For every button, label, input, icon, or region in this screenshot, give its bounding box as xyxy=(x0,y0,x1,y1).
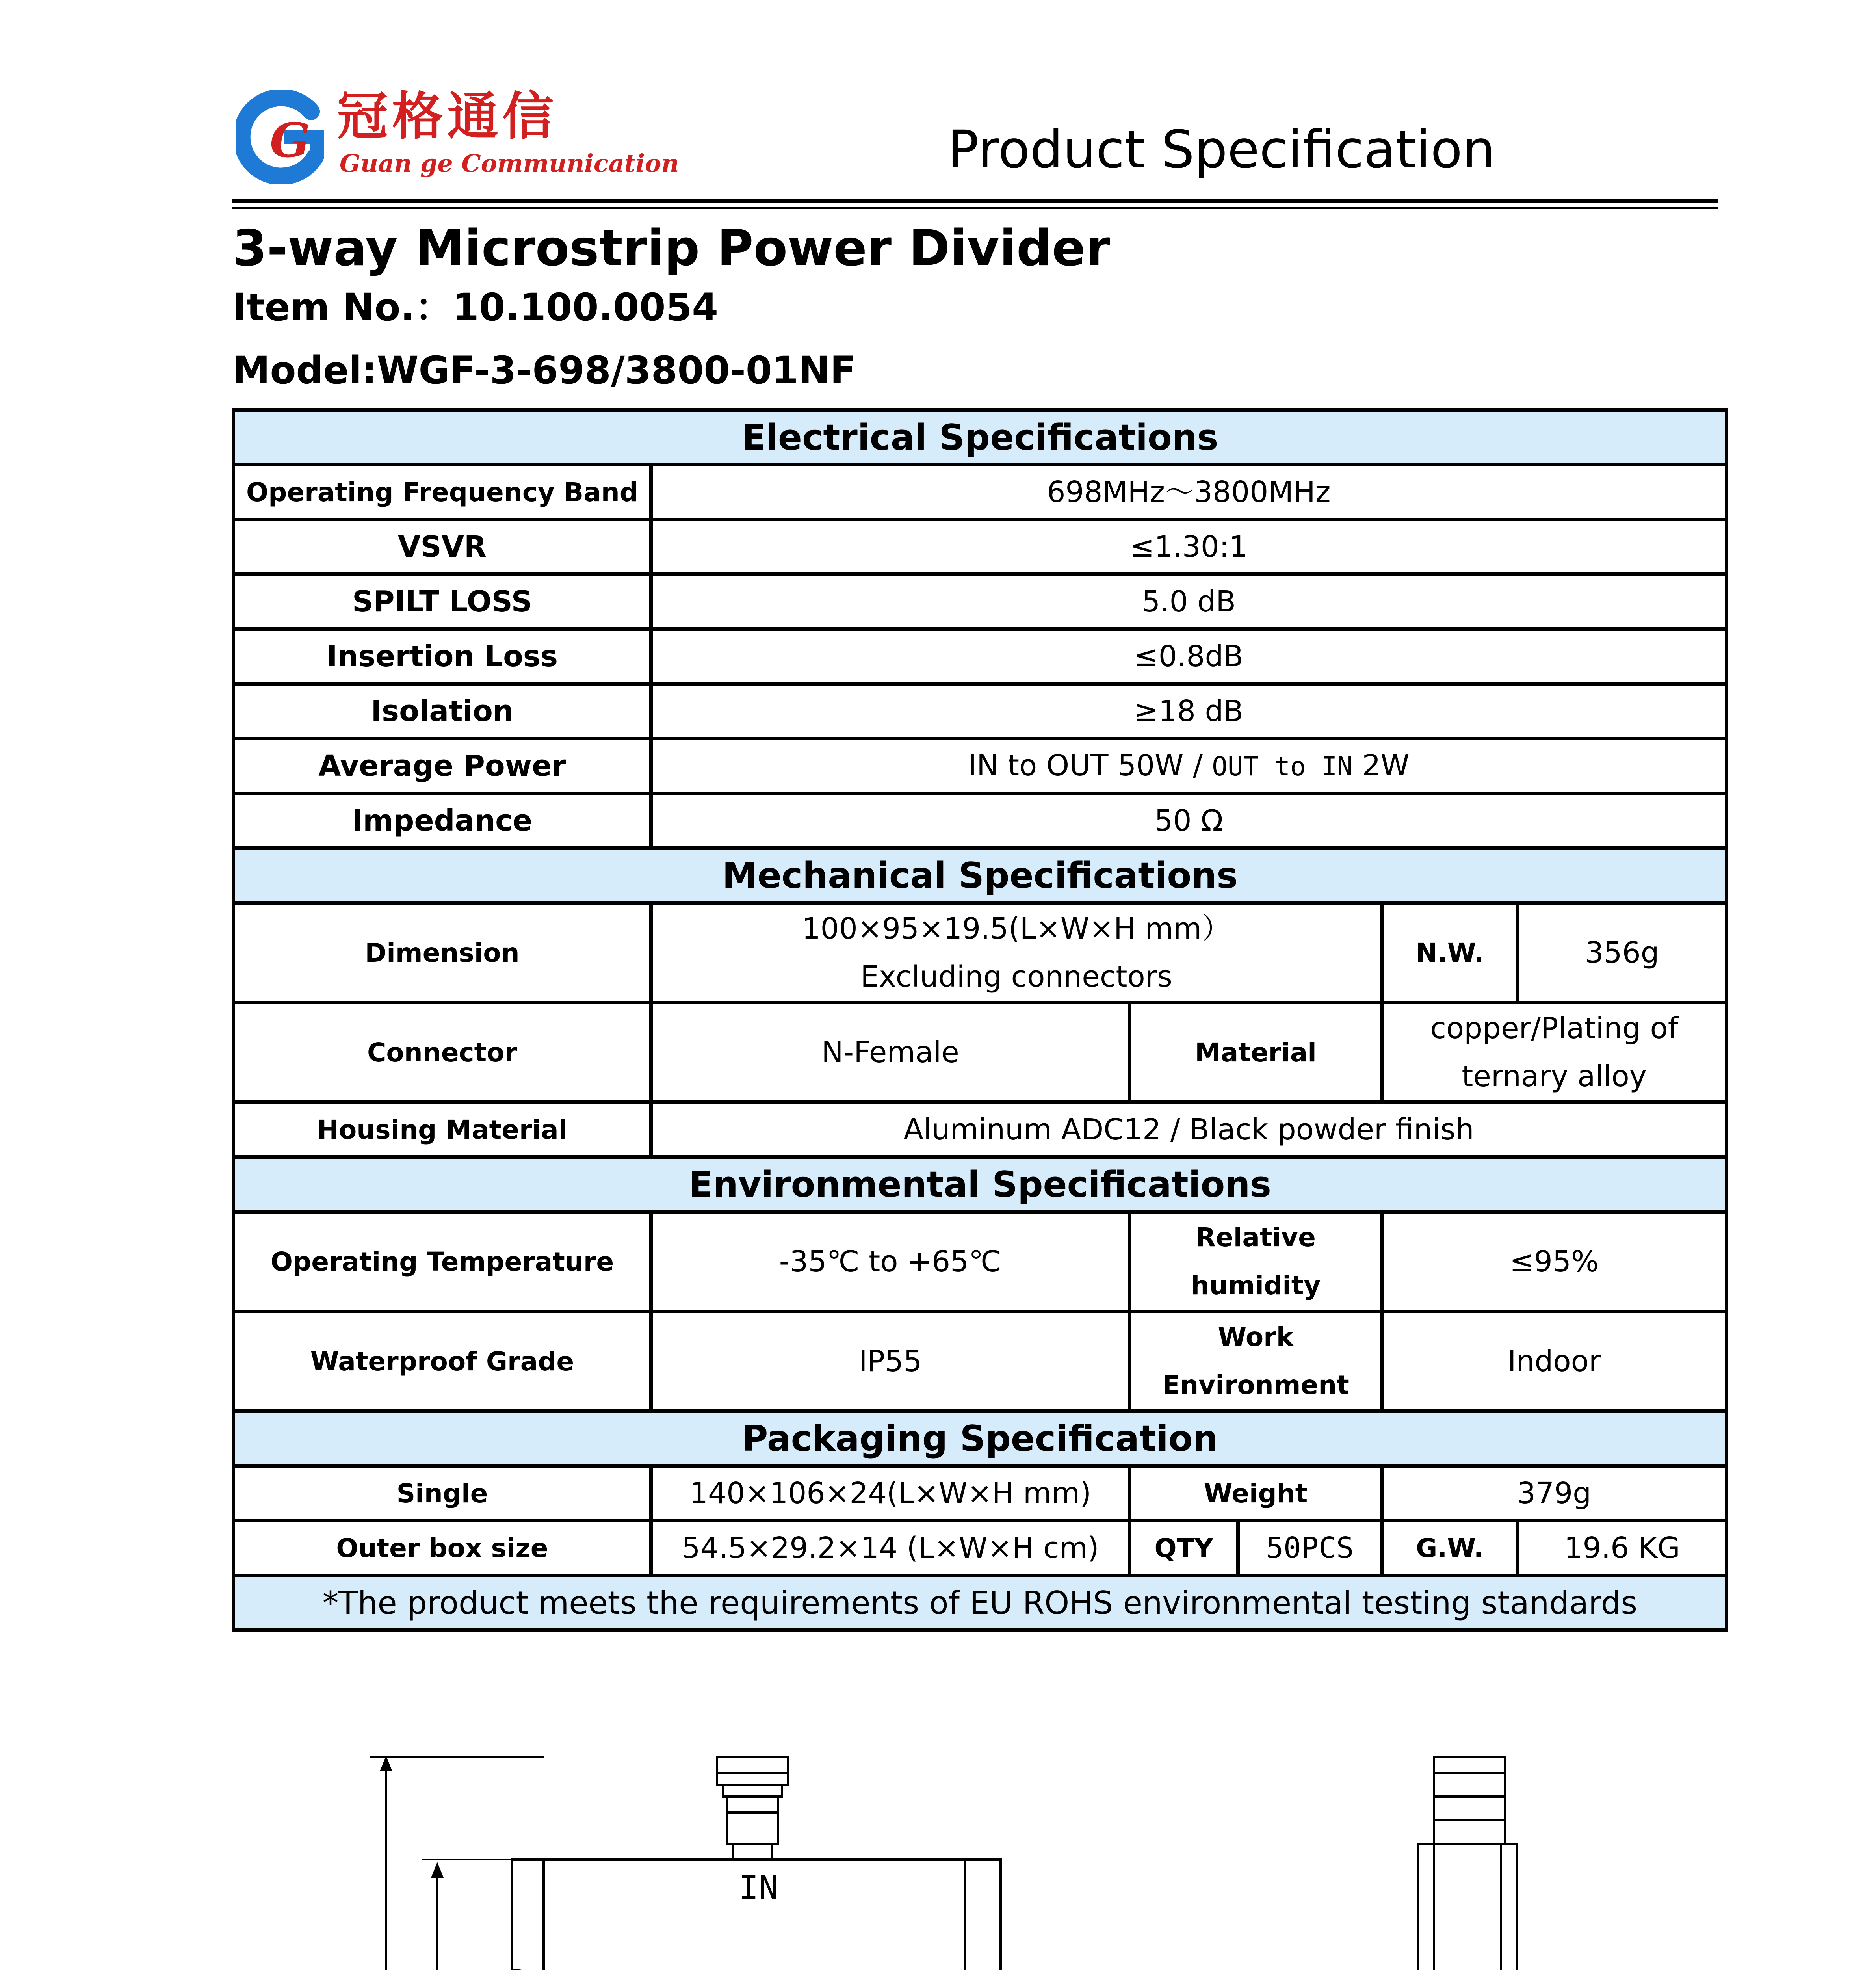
product-title: 3-way Microstrip Power Divider xyxy=(232,219,1110,277)
company-name-cn: 冠格通信 xyxy=(337,86,558,146)
dimension-line2: Excluding connectors xyxy=(860,960,1172,994)
item-label: Item No.： xyxy=(232,285,453,329)
company-logo xyxy=(236,83,679,189)
spec-value: 19.6 KG xyxy=(1518,1521,1727,1576)
spec-value: 50 Ω xyxy=(651,794,1727,848)
spec-label: Material xyxy=(1130,1003,1382,1102)
spec-value: 5.0 dB xyxy=(651,574,1727,629)
header-rule-thin xyxy=(232,207,1718,209)
spec-value: 379g xyxy=(1382,1466,1727,1521)
table-row xyxy=(234,1521,1727,1576)
spec-label: Isolation xyxy=(234,684,651,739)
spec-label: Single xyxy=(234,1466,651,1521)
spec-value: ≥18 dB xyxy=(651,684,1727,739)
spec-value xyxy=(1382,1003,1727,1102)
spec-label: Operating Frequency Band xyxy=(234,465,651,520)
spec-value: -35℃ to +65℃ xyxy=(651,1212,1130,1312)
dimension-line1: 100×95×19.5(L×W×H mm） xyxy=(802,912,1231,946)
spec-value: 140×106×24(L×W×H mm) xyxy=(651,1466,1130,1521)
in-connector xyxy=(717,1757,788,1860)
mechanical-heading: Mechanical Specifications xyxy=(234,848,1727,903)
spec-label: Housing Material xyxy=(234,1102,651,1157)
spec-label: Insertion Loss xyxy=(234,629,651,684)
spec-label: SPILT LOSS xyxy=(234,574,651,629)
spec-value xyxy=(651,903,1382,1003)
spec-label: Average Power xyxy=(234,739,651,794)
item-value: 10.100.0054 xyxy=(452,285,719,329)
item-number xyxy=(232,284,718,331)
section-header xyxy=(234,848,1727,903)
spec-value: Indoor xyxy=(1382,1312,1727,1411)
table-row xyxy=(234,1212,1727,1312)
header-rule xyxy=(232,199,1718,203)
spec-value: N-Female xyxy=(651,1003,1130,1102)
side-view xyxy=(1418,1757,1517,1970)
dimension-lines xyxy=(370,1757,1568,1970)
right-flange xyxy=(961,1860,1001,1970)
work-label-2: Environment xyxy=(1162,1370,1349,1400)
table-row xyxy=(234,1102,1727,1157)
left-flange xyxy=(512,1860,544,1970)
note-row xyxy=(234,1576,1727,1630)
spec-label: Connector xyxy=(234,1003,651,1102)
table-row xyxy=(234,794,1727,848)
svg-text:G: G xyxy=(270,113,310,168)
model-number: Model:WGF-3-698/3800-01NF xyxy=(232,348,856,392)
spec-label: Outer box size xyxy=(234,1521,651,1576)
spec-value: 50PCS xyxy=(1238,1521,1382,1576)
spec-value xyxy=(651,739,1727,794)
logo-g-icon xyxy=(236,90,327,184)
power-value-c: 2W xyxy=(1362,748,1410,782)
spec-value: ≤1.30:1 xyxy=(651,520,1727,574)
spec-value: 356g xyxy=(1518,903,1727,1003)
material-line2: ternary alloy xyxy=(1462,1059,1647,1093)
table-row xyxy=(234,739,1727,794)
work-label-1: Work xyxy=(1218,1322,1294,1352)
spec-label: Operating Temperature xyxy=(234,1212,651,1312)
table-row xyxy=(234,684,1727,739)
spec-label: VSVR xyxy=(234,520,651,574)
table-row xyxy=(234,520,1727,574)
spec-value: 54.5×29.2×14 (L×W×H cm) xyxy=(651,1521,1130,1576)
spec-label: N.W. xyxy=(1382,903,1518,1003)
spec-value: Aluminum ADC12 / Black powder finish xyxy=(651,1102,1727,1157)
spec-label xyxy=(1130,1312,1382,1411)
section-header xyxy=(234,1157,1727,1212)
humidity-label-1: Relative xyxy=(1196,1222,1316,1253)
humidity-label-2: humidity xyxy=(1191,1270,1321,1301)
spec-label xyxy=(1130,1212,1382,1312)
power-value-b: OUT to IN xyxy=(1212,751,1353,782)
spec-value: ≤0.8dB xyxy=(651,629,1727,684)
technical-drawing xyxy=(307,1734,1647,1970)
table-row xyxy=(234,1466,1727,1521)
spec-value: 698MHz～3800MHz xyxy=(651,465,1727,520)
spec-label: G.W. xyxy=(1382,1521,1518,1576)
section-header xyxy=(234,1411,1727,1466)
table-row xyxy=(234,903,1727,1003)
environmental-heading: Environmental Specifications xyxy=(234,1157,1727,1212)
table-row xyxy=(234,629,1727,684)
port-in-label: IN xyxy=(739,1868,779,1907)
table-row xyxy=(234,465,1727,520)
spec-label: Impedance xyxy=(234,794,651,848)
section-header xyxy=(234,410,1727,465)
spec-label: Waterproof Grade xyxy=(234,1312,651,1411)
spec-label: Weight xyxy=(1130,1466,1382,1521)
document-type: Product Specification xyxy=(947,119,1495,180)
spec-value: ≤95% xyxy=(1382,1212,1727,1312)
table-row xyxy=(234,574,1727,629)
electrical-heading: Electrical Specifications xyxy=(234,410,1727,465)
spec-value: IP55 xyxy=(651,1312,1130,1411)
packaging-heading: Packaging Specification xyxy=(234,1411,1727,1466)
spec-label: QTY xyxy=(1130,1521,1238,1576)
material-line1: copper/Plating of xyxy=(1430,1011,1678,1045)
spec-table xyxy=(232,408,1728,1632)
power-value-a: IN to OUT 50W / xyxy=(968,748,1203,782)
spec-label: Dimension xyxy=(234,903,651,1003)
table-row xyxy=(234,1312,1727,1411)
table-row xyxy=(234,1003,1727,1102)
company-name-en: Guan ge Communication xyxy=(340,149,679,178)
rohs-note: *The product meets the requirements of EU ROHS environmental testing standards xyxy=(234,1576,1727,1630)
